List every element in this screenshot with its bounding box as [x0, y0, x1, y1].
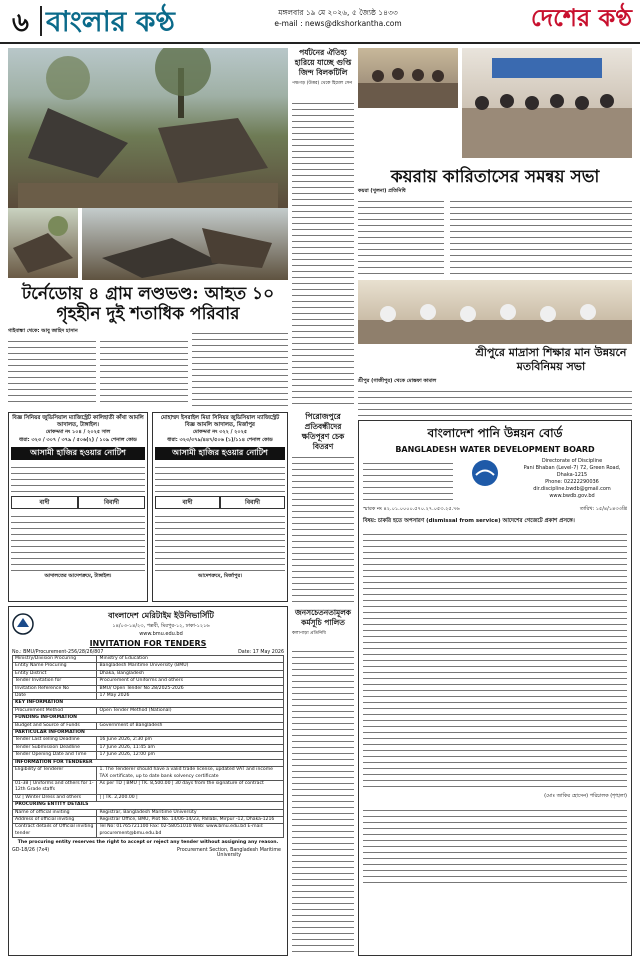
- lead-body-col1: [8, 336, 96, 406]
- page-number: ৬: [12, 8, 29, 38]
- story3-body-1: [358, 196, 444, 276]
- meeting-photo-2: [462, 48, 632, 158]
- tender-row: Entity District Dhaka, Bangladesh: [13, 670, 284, 677]
- story6: [292, 608, 354, 637]
- tender-row: Tender Last selling Deadline 16 June 2026, 2:30 pm: [13, 737, 284, 744]
- inset-scene: [8, 208, 78, 278]
- madrasa-photo: [358, 280, 632, 344]
- tender-row: 02 | Winter Dress and others | | TK. 2,200.00 |: [13, 794, 284, 801]
- story2: [292, 48, 354, 87]
- meeting-photo: [358, 48, 458, 108]
- meeting-scene: [358, 48, 458, 108]
- notice2-title: আসামী হাজির হওয়ার নোটিশ: [155, 447, 285, 460]
- story6-body: [292, 646, 354, 956]
- story6-byline: কলাপাড়া প্রতিনিধি: [292, 631, 326, 636]
- tender-row: 01-38 | Uniforms and others for 1-12th Grade staffs As per TD | BMU | TK. 8,500.00 | 30 days from the signature of contract: [13, 780, 284, 794]
- story6-title: জনসচেতনতামূলক কর্মসূচি পালিত: [294, 608, 352, 627]
- story2-byline: পঞ্চগড় (উত্তর) থেকে হিমেল সেন: [292, 81, 353, 86]
- tender-row: Eligibility of Tenderer 1. The Tenderer should have a valid trade license, updated VAT and income TAX certificate, up to date bank solvency certificate: [13, 767, 284, 781]
- lead-body-col2: [100, 336, 188, 406]
- story3-title: কয়রায় কারিতাসের সমন্বয় সভা: [390, 167, 600, 187]
- lead-byline: গাইবান্ধা থেকে: আবু জাহিদ হাসান: [8, 328, 78, 334]
- lead-body-col3: [192, 328, 288, 406]
- tornado-photo-scene: [8, 48, 288, 208]
- tender-row: Date 17 May 2026: [13, 693, 284, 700]
- tender-row: PARTICULAR INFORMATION: [13, 730, 284, 737]
- story4-body: [358, 386, 632, 416]
- page-header: [0, 0, 640, 44]
- tender-row: FUNDING INFORMATION: [13, 715, 284, 722]
- tender-row: Procurement Method Open Tender Method (National): [13, 707, 284, 714]
- masthead: বাংলার কণ্ঠ: [46, 5, 175, 38]
- debris-scene: [82, 208, 288, 280]
- bwdb-logo-icon: [470, 458, 500, 488]
- story2-body: [292, 98, 354, 406]
- tender-row: Tender Opening Date and Time 17 June 2026, 12:00 pm: [13, 752, 284, 759]
- wdb-notice: বাংলাদেশ পানি উন্নয়ন বোর্ড BANGLADESH WATER DEVELOPMENT BOARD Directorate of Discipline Pani Bhaban (Level-7) 72, Green Road, Dhaka-1215 Phone: 02222290036 dir.discipline.bwdb@gmail.com www.bwdb.gov.bd স্মারক নং ৪২.০১.০০০০.৫৭০.২৭.০৫৩.২৫.৭৬ তারিখ: ১৫/৪/১৪৩৩খ্রি বিষয়: চাকরি হতে অপসারণ (dismissal from service) আদেশের গেজেটে প্রকাশ প্রসঙ্গে। (মোঃ জাকির হোসেন) পরিচালক (শৃঙ্খলা): [358, 420, 632, 956]
- tender-row: Invitation Reference No BMU/ Open Tender No 28/2025-2026: [13, 685, 284, 692]
- madrasa-scene: [358, 280, 632, 344]
- section-title: দেশের কণ্ঠ: [530, 3, 632, 32]
- story3-byline: কয়রা (খুলনা) প্রতিনিধি: [358, 188, 406, 194]
- story5-body: [292, 452, 354, 602]
- tender-row: Tender Invitation for Procurement of Uniforms and others: [13, 678, 284, 685]
- story2-title: পর্যটনের ঐতিহ্য হারিয়ে যাচ্ছে গুপ্তি জিন্দ বিলকটিলি: [294, 48, 352, 77]
- notice1-title: আসামী হাজির হওয়ার নোটিশ: [11, 447, 145, 460]
- tender-notice: বাংলাদেশ মেরিটাইম ইউনিভার্সিটি ১৪/০৩-১৪/২৩, পল্লবী, মিরপুর-১২, ঢাকা-১২১৬ www.bmu.edu.bd INVITATION FOR TENDERS No.: BMU/Procurement-256/28/26/807 Date: 17 May 2026 Ministry/Division Procuring Ministry of Education Entity Name Procuring Bangladesh Maritime University (BMU) Entity District Dhaka, Bangladesh Tender Invitation for Procurement of Uniforms and others Invitation Reference No BMU/ Open Tender No 28/2025-2026 Date 17 May 2026 KEY INFORMATION Procurement Method Open Tender Method (National) FUNDING INFORMATION Budget and Source of Funds Government of Bangladesh PARTICULAR INFORMATION Tender Last selling Deadline 16 June 2026, 2:30 pm Tender Submission Deadline 17 June 2026, 11:45 am Tender Opening Date and Time 17 June 2026, 12:00 pm INFORMATION FOR TENDERER Eligibility of Tenderer 1. The Tenderer should have a valid trade license, updated VAT and income TAX certificate, up to date bank solvency certificate 01-38 | Uniforms and others for 1-12th Grade staffs As per TD | BMU | TK. 8,500.00 | 30 days from the signature of contract 02 | Winter Dress and others | | TK. 2,200.00 | PROCURING ENTITY DETAILS Name of official inviting Registrar, Bangladesh Maritime University Address of official inviting Registrar Office, BMU, Plot No. 14/06-14/23, Pallabi, Mirpur -12, Dhaka-1216 Contract details of Official inviting tender Tel No: 01765721100 Fax: 02-58051010 Web: www.bmu.edu.bd E-mail: procurement@bmu.edu.bd The procuring entity reserves the right to accept or reject any tender without assigning any reason. GD-18/26 (7x4) Procurement Section, Bangladesh Maritime University: [8, 606, 288, 956]
- tender-row: Address of official inviting Registrar Office, BMU, Plot No. 14/06-14/23, Pallabi, Mirpur -12, Dhaka-1216: [13, 816, 284, 823]
- court-notice-1: বিজ্ঞ সিনিয়র জুডিসিয়াল ম্যাজিস্ট্রেট কালিহাতী কাঁথা আমলি আদালত, টাঙ্গাইল। মোকদ্দমা নং ১০৪ / ২০২৫ সাল ধারা: ৩২৩ / ৩০৭ / ৩৭৯ / ৫০৬(২) / ১০৯ পেনাল কোড আসামী হাজির হওয়ার নোটিশ বাদী বিবাদী আদালতের আদেশক্রমে, টাঙ্গাইল।: [8, 412, 148, 602]
- tender-table: [12, 655, 284, 838]
- tender-row: Ministry/Division Procuring Ministry of Education: [13, 656, 284, 663]
- dateline: মঙ্গলবার ১৯ মে ২০২৬, ৫ জ্যৈষ্ঠ ১৪৩৩ e-mail : news@dkshorkantha.com: [274, 8, 402, 28]
- story4-byline: শ্রীপুর (গাজীপুর) থেকে মোস্তফা কামাল: [358, 378, 437, 384]
- tender-row: Name of official inviting Registrar, Bangladesh Maritime University: [13, 809, 284, 816]
- tender-row: INFORMATION FOR TENDERER: [13, 759, 284, 766]
- tender-row: PROCURING ENTITY DETAILS: [13, 802, 284, 809]
- hall-scene: [462, 48, 632, 158]
- story3-body-right: [450, 196, 632, 276]
- tornado-photo: [8, 48, 288, 208]
- story4-title: শ্রীপুরে মাদ্রাসা শিক্ষার মান উন্নয়নে মতবিনিময় সভা: [475, 346, 627, 373]
- tornado-photo-2: [82, 208, 288, 280]
- tender-title: INVITATION FOR TENDERS: [89, 639, 207, 648]
- divider: [40, 6, 42, 36]
- lead-headline: টর্নেডোয় ৪ গ্রাম লণ্ডভণ্ড: আহত ১০ গৃহহীন দুই শতাধিক পরিবার: [21, 284, 275, 324]
- tender-row: Contract details of Official inviting tender Tel No: 01765721100 Fax: 02-58051010 Web: www.bmu.edu.bd E-mail: procurement@bmu.edu.bd: [13, 824, 284, 838]
- story5-title: পিরোজপুরে প্রতিবন্ধীদের ক্ষতিপূরণ চেক বিতরণ: [301, 412, 345, 451]
- bmu-logo-icon: [12, 613, 34, 635]
- tornado-inset-photo: [8, 208, 78, 278]
- court-notice-2: মোহাম্মদ ইসরাইল মিয়া সিনিয়র জুডিসিয়াল ম্যাজিস্ট্রেট বিজ্ঞ আমলি আদালত, মির্জাপুর মোকদ্দমা নং ৩২২ / ২০২৫ ধারা: ৩২৩/৩৭৯/৪৪৭/৫০৬ (১)/১১৪ পেনাল কোড আসামী হাজির হওয়ার নোটিশ বাদী বিবাদী আদেশক্রমে, মির্জাপুর।: [152, 412, 288, 602]
- tender-row: Entity Name Procuring Bangladesh Maritime University (BMU): [13, 663, 284, 670]
- tender-row: KEY INFORMATION: [13, 700, 284, 707]
- tender-row: Budget and Source of Funds Government of Bangladesh: [13, 722, 284, 729]
- tender-row: Tender Submission Deadline 17 June 2026, 11:45 am: [13, 744, 284, 751]
